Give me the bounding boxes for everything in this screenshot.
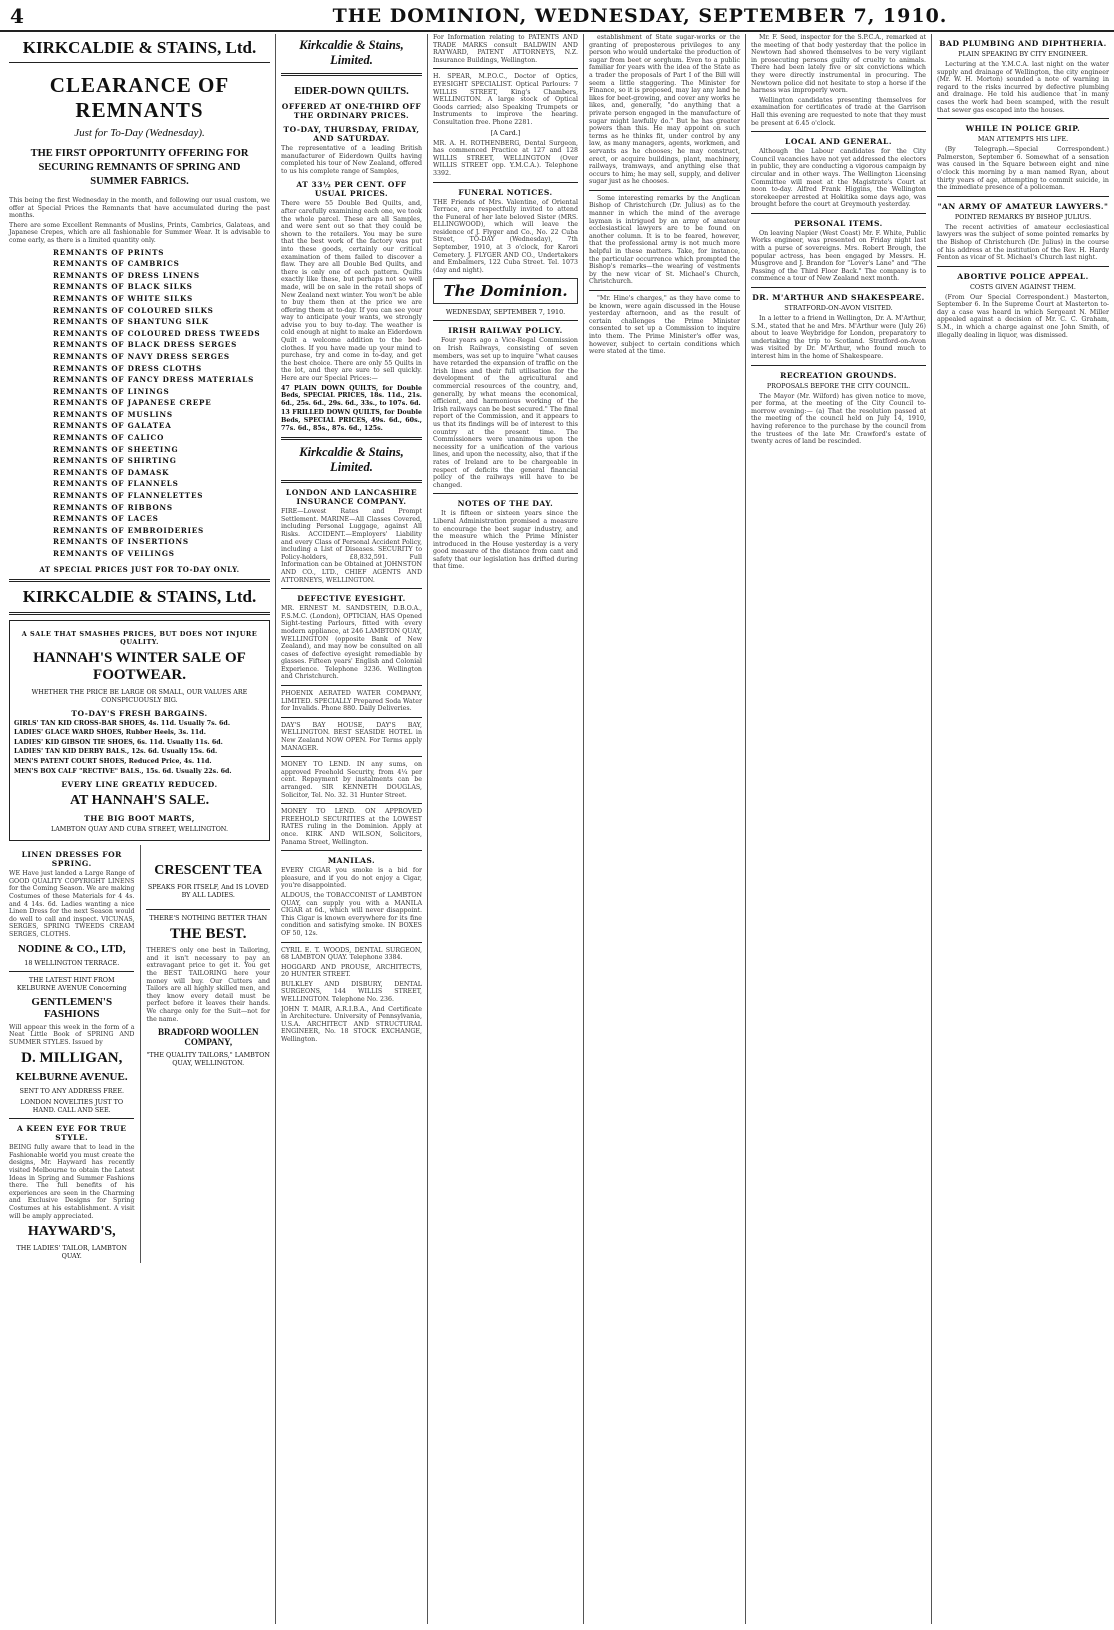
eiderdown-days: TO-DAY, THURSDAY, FRIDAY, AND SATURDAY. xyxy=(283,125,420,143)
remnant-item: REMNANTS OF WHITE SILKS xyxy=(53,293,194,303)
column-1 xyxy=(4,34,276,1624)
remnant-item: REMNANTS OF MUSLINS xyxy=(53,409,173,419)
remnant-item: REMNANTS OF LININGS xyxy=(53,386,170,396)
col1-left-sub xyxy=(9,845,134,1263)
crescent-sub: SPEAKS FOR ITSELF, And IS LOVED BY ALL LADIES. xyxy=(147,883,269,900)
eiderdown-at: AT 33½ PER CENT. OFF USUAL PRICES. xyxy=(296,180,407,199)
hayward-sub: THE LADIES' TAILOR, LAMBTON QUAY. xyxy=(16,1244,127,1261)
woods-advert: CYRIL E. T. WOODS, DENTAL SURGEON, 68 LAMBTON QUAY. Telephone 3384. xyxy=(281,946,422,962)
kelburne-intro: THE LATEST HINT FROM KELBURNE AVENUE Concerning xyxy=(16,975,127,992)
plumbing-text: Lecturing at the Y.M.C.A. last night on the water supply and drainage of Wellington, the city engineer (Mr. W. H. Morton) sounded a note of warning in regard to the risks incurred by defective plumbing and drainage. He told his audience that in many cases the work had been scamped, with the result that sewer gas escaped into the houses. xyxy=(937,61,1109,114)
police-title: WHILE IN POLICE GRIP. xyxy=(965,124,1081,134)
hannah-at: AT HANNAH'S SALE. xyxy=(69,793,210,809)
divider xyxy=(751,131,926,132)
milligan-send: SENT TO ANY ADDRESS FREE. xyxy=(19,1087,125,1096)
divider xyxy=(281,803,422,804)
divider xyxy=(9,971,134,972)
funeral-text: THE Friends of Mrs. Valentine, of Oriental Terrace, are respectfully invited to attend the Funeral of her late beloved Sister (MRS. ELLINGWOOD), which will leave the residence of J. Flyger and Co., No. 22 Cuba Street, TO-DAY (Wednesday), 7th September, 1910, at 3 o'clock, for Karori Cemetery. J. FLYGER AND CO., Undertakers and Embalmers, 122 Cuba Street. Tel. 1073 (day and night). xyxy=(433,198,578,274)
hannah-every: EVERY LINE GREATLY REDUCED. xyxy=(61,780,218,790)
remnant-item: REMNANTS OF EMBROIDERIES xyxy=(53,525,205,535)
divider xyxy=(9,62,270,63)
remnant-item: REMNANTS OF RIBBONS xyxy=(53,502,173,512)
marthur-sub: STRATFORD-ON-AVON VISITED. xyxy=(784,304,893,313)
divider xyxy=(433,182,578,183)
spear-advert: H. SPEAR, M.P.O.C., Doctor of Optics, EYESIGHT SPECIALIST. Optical Parlours: 7 WILLIS STREET, King's Chambers, WELLINGTON. A large stock of Optical Goods carried; also Speaking Trumpets or Instruments to improve the hearing. Consultation free. Phone 2281. xyxy=(433,73,578,126)
column-5 xyxy=(746,34,932,1624)
hannah-item: GIRLS' TAN KID CROSS-BAR SHOES, 4s. 11d. Usually 7s. 6d. xyxy=(14,719,231,727)
divider xyxy=(281,480,422,483)
eiderdown-price-1: 47 PLAIN DOWN QUILTS, for Double Beds, SPECIAL PRICES, 18s. 11d., 21s. 6d., 25s. 6d., 29s. 6d., 33s., to 107s. 6d. xyxy=(281,384,422,407)
milligan-address: KELBURNE AVENUE. xyxy=(15,1071,128,1084)
remnant-item: REMNANTS OF DRESS CLOTHS xyxy=(53,363,203,373)
eiderdown-text-2: There were 55 Double Bed Quilts, and, after carefully examining each one, we took the whole parcel. These are all Samples, and were sent out so that they could be shown to the retailers. You may be sure that the best work of the factory was put into these goods, certainly our critical examination of them failed to discover a flaw. They are all Double Bed Quilts, and there is only one of each pattern. Quilts exactly like these, but perhaps not so well made, will be on sale in the retail shops of New Zealand next winter. You won't be able to buy them then at the price we are offering them at to-day. If you can see your way to anticipate your wants, we strongly advise you to buy to-day. The weather is cold enough at night to make an Eiderdown Quilt a welcome addition to the bed-clothes. If you have made up your mind to purchase, try and come in to-day, and get the best choice. There are only 55 Quilts in the lot, and they are sure to sell quickly. Here are our Special Prices:— xyxy=(281,200,422,383)
funeral-title: FUNERAL NOTICES. xyxy=(458,187,553,197)
divider xyxy=(751,365,926,366)
marthur-text: In a letter to a friend in Wellington, Dr. A. M'Arthur, S.M., stated that he and Mrs. M'Arthur were (July 26) about to leave Weybridge for London, preparatory to undertaking the trip to Scotland. Stratford-on-Avon was visited by Dr. M'Arthur, who found much to interest him in the home of Shakespeare. xyxy=(751,315,926,360)
london-text: FIRE—Lowest Rates and Prompt Settlement. MARINE—All Classes Covered, including Personal Luggage, against All Risks. ACCIDENT.—Employers' Liability and every Class of Personal Accident Policy, including a List of Diseases. SECURITY to Policy-holders, £8,832,591. Full Information can be Obtained at JOHNSTON AND CO., LTD., CHIEF AGENTS AND ATTORNEYS, WELLINGTON. xyxy=(281,508,422,584)
recreation-text: The Mayor (Mr. Wilford) has given notice to move, per forma, at the meeting of the City Council to-morrow evening:— (a) That the resolution passed at the meeting of the council held on July 14, 1910, having reference to the purchase by the council from the trustees of the late Mr. Crawford's estate of twenty acres of land be rescinded. xyxy=(751,392,926,446)
column-6 xyxy=(932,34,1114,1624)
col4-paragraph-3: "Mr. Hine's charges," as they have come to be known, were again discussed in the House yesterday afternoon, and as the result of certain challenges the Prime Minister consented to set up a Commission to inquire into them. The Prime Minister's offer was, however, subject to certain conditions which were stated at the time. xyxy=(589,295,740,356)
col5-paragraph-2: Wellington candidates presenting themselves for examination for certificates of trade at the Garrison Hall this evening are requested to note that they must be present at 6.45 o'clock. xyxy=(751,96,926,127)
kirkcaldie-limited: Kirkcaldie & Stains, Limited. xyxy=(299,38,404,67)
best-text: THERE'S only one best in Tailoring, and it isn't necessary to pay an extravagant price to get it. You get the BEST TAILORING here your money will buy. Our Cutters and Tailors are all highly skilled men, and they know every detail must be perfect before it leaves their hands. We charge only for the Suit—not for the name. xyxy=(146,947,270,1023)
abortive-title: ABORTIVE POLICE APPEAL. xyxy=(957,271,1089,281)
remnant-item: REMNANTS OF SHANTUNG SILK xyxy=(53,317,209,327)
remnant-item: REMNANTS OF SHEETING xyxy=(53,444,179,454)
hannah-bootmart: THE BIG BOOT MARTS, xyxy=(84,814,195,824)
divider xyxy=(281,850,422,851)
linen-text: WE Have just landed a Large Range of GOOD QUALITY COPYRIGHT LINENS for the Coming Season. We are making Costumes of these Materials for 4 4s. and 4 14s. 6d. Ladies wanting a nice Linen Dress for the next Season would do well to call and inspect. VICUNAS, SERGES, SPRING TWEEDS CREAM SERGES, CLOTHS. xyxy=(9,870,135,938)
newspaper-title: THE DOMINION, WEDNESDAY, SEPTEMBER 7, 1910. xyxy=(332,5,948,27)
divider xyxy=(281,437,422,440)
remnant-item: REMNANTS OF VEILINGS xyxy=(53,549,175,558)
remnant-item: REMNANTS OF COLOURED SILKS xyxy=(53,305,214,315)
page-number: 4 xyxy=(10,4,24,28)
remnant-item: REMNANTS OF FANCY DRESS MATERIALS xyxy=(53,375,255,385)
abortive-sub: COSTS GIVEN AGAINST THEM. xyxy=(970,282,1076,291)
marthur-title: DR. M'ARTHUR AND SHAKESPEARE. xyxy=(752,293,925,303)
divider xyxy=(433,68,578,69)
remnant-item: REMNANTS OF FLANNELS xyxy=(53,479,179,489)
keen-heading: A KEEN EYE FOR TRUE STYLE. xyxy=(16,1124,127,1143)
milligan-notes: LONDON NOVELTIES JUST TO HAND. CALL AND SEE. xyxy=(20,1098,124,1115)
clearance-intro-2: There are some Excellent Remnants of Muslins, Prints, Cambrics, Galateas, and Japanese Crepes, which are all fashionable for Summer Wear. It is advisable to come early, as there is a limited quantity only. xyxy=(9,221,270,244)
leader-date: WEDNESDAY, SEPTEMBER 7, 1910. xyxy=(445,308,566,317)
personal-title: PERSONAL ITEMS. xyxy=(794,218,883,228)
col1-lower-grid xyxy=(9,845,270,1263)
dominion-logo: The Dominion. xyxy=(433,278,578,304)
divider xyxy=(433,493,578,494)
money-advert-2: MONEY TO LEND. ON APPROVED FREEHOLD SECURITIES at the LOWEST RATES ruling in the Dominion. Apply at once. KIRK AND WILSON, Solicitors, Panama Street, Wellington. xyxy=(281,808,422,846)
divider xyxy=(589,190,740,191)
clearance-tagline: THE FIRST OPPORTUNITY OFFERING FOR SECURING REMNANTS OF SPRING AND SUMMER FABRICS. xyxy=(30,148,249,187)
hannah-advert xyxy=(9,620,270,842)
amateur-text: The recent activities of amateur ecclesiastical lawyers was the subject of some pointed remarks by the Bishop of Christchurch (Dr. Julius) in the course of his address at the institution of the Rev. H. Hardy Fenton as vicar of St. Michael's Church last night. xyxy=(937,223,1109,262)
clearance-headline: CLEARANCE OF REMNANTS xyxy=(49,73,230,122)
divider xyxy=(433,320,578,321)
col1-right-sub xyxy=(140,845,270,1263)
hannah-bargains: TO-DAY'S FRESH BARGAINS. xyxy=(71,708,208,718)
eiderdown-text: The representative of a leading British manufacturer of Eiderdown Quilts having completed his tour of New Zealand, offered to us his complete range of Samples, xyxy=(281,145,422,175)
police-text: (By Telegraph.—Special Correspondent.) Palmerston, September 6. Somewhat of a sensation was caused in the Square between eight and nine o'clock this morning by a man named Ryan, about thirty years of age, attempting to commit suicide, in the immediate presence of a policeman. xyxy=(937,146,1109,192)
divider xyxy=(589,290,740,291)
divider xyxy=(281,717,422,718)
local-text: Although the Labour candidates for the City Council vacancies have not yet addressed the electors in public, they are conducting a vigorous campaign by circular and in other ways. The Wellington Licensing Committee will meet at the Magistrate's Court at noon to-day. Alfred Frank Higgins, the Wellington storekeeper arrested at Hokitika some days ago, was brought before the court at Greymouth yesterday. xyxy=(751,148,926,209)
col5-paragraph-1: Mr. F. Seed, inspector for the S.P.C.A., remarked at the meeting of that body yesterday that the police in Newtown had showed themselves to be very vigilant in prosecuting persons guilty of cruelty to animals. There had been lately five or six convictions which they were directly instrumental in procuring. The Newtown police did not hesitate to stop a horse if the harness was improperly worn. xyxy=(751,34,926,95)
divider xyxy=(281,756,422,757)
divider xyxy=(9,579,270,582)
leader-title: IRISH RAILWAY POLICY. xyxy=(448,326,563,336)
remnant-item: REMNANTS OF BLACK DRESS SERGES xyxy=(53,340,238,350)
notes-body xyxy=(433,510,578,571)
remnant-item: REMNANTS OF DRESS LINENS xyxy=(53,270,200,280)
eiderdown-sub: OFFERED AT ONE-THIRD OFF THE ORDINARY PRICES. xyxy=(281,102,422,120)
best-title: THE BEST. xyxy=(170,926,247,943)
linen-heading: LINEN DRESSES FOR SPRING. xyxy=(21,850,122,869)
remnant-item: REMNANTS OF BLACK SILKS xyxy=(53,282,193,292)
eyesight-title: DEFECTIVE EYESIGHT. xyxy=(297,594,406,604)
money-advert: MONEY TO LEND. IN any sums, on approved Freehold Security, from 4¼ per cent. Repayment by instalments can be arranged. SIR KENNETH DOUGLAS, Solicitor, Tel. No. 32. 31 Hunter Street. xyxy=(281,761,422,799)
clearance-subhead: Just for To-Day (Wednesday). xyxy=(74,127,205,139)
masthead xyxy=(0,0,1114,32)
patents-advert: For Information relating to PATENTS AND TRADE MARKS consult BALDWIN AND RAYWARD, PATENT ATTORNEYS, N.Z. Insurance Buildings, Wellington. xyxy=(433,34,578,64)
keen-text: BEING fully aware that to lead in the Fashionable world you must create the designs, Mr. Hayward has recently visited Melbourne to obtain the Latest Ideas in Spring and Summer Fashions there. The full benefits of his experiences are seen in the Charming and Exclusive Designs for Spring Costumes at his establishment. A visit will be amply appreciated. xyxy=(9,1144,135,1220)
hannah-items-list xyxy=(14,720,265,776)
aldous-text: ALDOUS, the TOBACCONIST of LAMBTON QUAY, can supply you with a MANILA CIGAR at 6d., which will never disappoint. This Cigar is known everywhere for its fine condition and satisfying smoke. IN BOXES OF 50, 12s. xyxy=(281,891,422,937)
amateur-title: "AN ARMY OF AMATEUR LAWYERS." xyxy=(937,201,1109,211)
divider xyxy=(281,942,422,943)
abortive-text: (From Our Special Correspondent.) Masterton, September 6. In the Supreme Court at Masterton to-day a case was heard in which Sergeant N. Miller appealed against a decision of Mr. C. C. Graham, S.M., in which a charge against one John Smith, of illegally dealing in liquor, was dismissed. xyxy=(937,293,1109,339)
remnants-list xyxy=(9,247,270,560)
kirkcaldie-heading-2: KIRKCALDIE & STAINS, Ltd. xyxy=(22,586,257,606)
clearance-intro: This being the first Wednesday in the month, and following our usual custom, we offer at Special Prices the Remnants that have accumulated during the past months. xyxy=(9,197,270,220)
notes-text: It is fifteen or sixteen years since the Liberal Administration promised a measure to encourage the beet sugar industry, and the measure which the Prime Minister introduced in the House yesterday is a very good measure of the distance from cant and safety that our legislation has drifted during that time. xyxy=(433,510,578,571)
local-title: LOCAL AND GENERAL. xyxy=(785,137,892,147)
manila-title: MANILAS. xyxy=(327,856,376,866)
hayward-name: HAYWARD'S, xyxy=(27,1224,116,1240)
recreation-title: RECREATION GROUNDS. xyxy=(780,370,897,380)
rothenberg-advert: MR. A. H. ROTHENBERG, Dental Surgeon, has commenced Practice at 127 and 128 WILLIS STREET, WELLINGTON (Over WILLIS STREET opp. Y.M.C.A.). Telephone 3392. xyxy=(433,139,578,177)
plumbing-sub: PLAIN SPEAKING BY CITY ENGINEER. xyxy=(958,50,1088,58)
divider xyxy=(281,73,422,76)
kirkcaldie-limited-2: Kirkcaldie & Stains, Limited. xyxy=(299,445,404,475)
bradford-name: BRADFORD WOOLLEN COMPANY, xyxy=(157,1027,259,1048)
remnant-item: REMNANTS OF CALICO xyxy=(53,433,165,443)
notes-title: NOTES OF THE DAY. xyxy=(457,499,554,509)
divider xyxy=(937,118,1109,119)
leader-text: Four years ago a Vice-Regal Commission on Irish Railways, consisting of seven members, was set up to inquire "what causes have retarded the expansion of traffic on the Irish lines and their full utilisation for the development of the agricultural and commercial resources of the country, and, generally, by what means the economical, efficient, and harmonious working of the Irish railways can be best secured." The final report of the Commission, and it appears to us that its findings will be of interest to this country at the present time. The Commissioners were unanimous upon the necessity for a unification of the various lines, and upon the necessity, also, that if the rates of Ireland are to be chargeable in respect of deficits the general financial policy of the railways will have to be changed. xyxy=(433,337,579,489)
remnant-item: REMNANTS OF JAPANESE CREPE xyxy=(53,398,212,408)
crescent-tea: CRESCENT TEA xyxy=(154,863,263,879)
bradford-address: "THE QUALITY TAILORS," LAMBTON QUAY, WELLINGTON. xyxy=(146,1051,270,1068)
remnant-item: REMNANTS OF LACES xyxy=(53,514,159,524)
divider xyxy=(9,1118,134,1119)
eiderdown-title: EIDER-DOWN QUILTS. xyxy=(294,86,409,97)
hannah-item: LADIES' KID GIBSON TIE SHOES, 6s. 11d. Usually 11s. 6d. xyxy=(14,738,223,746)
column-4 xyxy=(584,34,746,1624)
eyesight-text: MR. ERNEST M. SANDSTEIN, D.B.O.A., F.S.M.C. (London), OPTICIAN, HAS Opened Sight-testing Parlours, fitted with every modern appliance, at 246 LAMBTON QUAY, WELLINGTON (opposite Bank of New Zealand), and may now be consulted on all cases of defective eyesight remediable by glasses. Fifteen years' English and Colonial Experience. Telephone 3236. Wellington and Christchurch. xyxy=(281,605,422,681)
amateur-sub: POINTED REMARKS BY BISHOP JULIUS. xyxy=(954,212,1092,221)
hannah-item: LADIES' GLACE WARD SHOES, Rubber Heels, 3s. 11d. xyxy=(14,729,206,737)
divider xyxy=(281,685,422,686)
col4-paragraph-2: Some interesting remarks by the Anglican Bishop of Christchurch (Dr. Julius) as to the manner in which the mind of the average layman is intrigued by an army of amateur ecclesiastical lawyers are to be found on another column. It is to be feared, however, that the professional army is not much more helpful in these matters. Take, for instance, the particular occurrence which prompted the Bishop's remarks—the wearing of vestments by the new vicar of St. Michael's Church, Christchurch. xyxy=(589,194,740,286)
personal-text: On leaving Napier (West Coast) Mr. F. White, Public Works engineer, was presented on Friday night last with a purse of sovereigns. Mrs. Robert Brough, the popular actress, has been engaged by Messrs. H. Musgrove and J. Brandon for "Lover's Lane" and "The Passing of the Third Floor Back." The company is to commence a tour of New Zealand next month. xyxy=(751,229,926,283)
remnant-item: REMNANTS OF PRINTS xyxy=(53,247,165,257)
manila-text: EVERY CIGAR you smoke is a bid for pleasure, and if you do not enjoy a Cigar, you're disappointed. xyxy=(281,867,422,890)
kelburne-text: Will appear this week in the form of a Neat Little Book of SPRING AND SUMMER STYLES. Issued by xyxy=(9,1023,135,1046)
divider xyxy=(9,612,270,615)
hannah-item: LADIES' TAN KID DERBY BALS., 12s. 6d. Usually 15s. 6d. xyxy=(14,748,218,756)
remnant-item: REMNANTS OF SHIRTING xyxy=(53,456,177,466)
hannah-item: MEN'S BOX CALF "RECTIVE" BALS., 15s. 6d. Usually 22s. 6d. xyxy=(14,767,232,775)
remnant-item: REMNANTS OF NAVY DRESS SERGES xyxy=(53,351,230,361)
divider xyxy=(281,588,422,589)
card-label: [A Card.] xyxy=(490,128,521,137)
remnant-item: REMNANTS OF FLANNELETTES xyxy=(53,491,204,501)
police-sub: MAN ATTEMPTS HIS LIFE. xyxy=(977,135,1069,144)
hannah-item: MEN'S PATENT COURT SHOES, Reduced Price, 4s. 11d. xyxy=(14,757,212,765)
nodine-name: NODINE & CO., LTD, xyxy=(17,942,126,955)
london-title: LONDON AND LANCASHIRE INSURANCE COMPANY. xyxy=(285,488,418,507)
mair-advert: JOHN T. MAIR, A.R.I.B.A., And Certificate in Architecture. University of Pennsylvania, U.S.A. ARCHITECT AND STRUCTURAL ENGINEER, No. 18 STOCK EXCHANGE, Wellington. xyxy=(281,1005,422,1044)
bulkley-advert: BULKLEY AND DISBURY, DENTAL SURGEONS, 144 WILLIS STREET, WELLINGTON. Telephone No. 236. xyxy=(281,980,422,1004)
hannah-address: LAMBTON QUAY AND CUBA STREET, WELLINGTON. xyxy=(50,825,229,834)
eiderdown-price-2: 13 FRILLED DOWN QUILTS, for Double Beds, SPECIAL PRICES, 49s. 6d., 60s., 77s. 6d., 85s., 87s. 6d., 125s. xyxy=(281,409,422,432)
col4-paragraph-1: establishment of State sugar-works or the granting of preposterous privileges to any person who would undertake the production of sugar from beet or sorghum. Even to a public familiar for years with the idea of the State as a trader the proposals of Part I of the Bill will seem a little staggering. The Minister for Finance, so it is proposed, may lay any land he likes for beet-growing, and cover any works he likes, and, generally, "do anything that a private person engaged in the manufacture of sugar might lawfully do." But he has greater powers than this. He may appoint on such terms as he thinks fit, under control by any law, as many managers, agents, workmen, and servants as he chooses; he may construct, erect, or acquire buildings, plant, machinery, railways, tramways, and anything else that occurs to him; he may sell, supply, and deliver sugar just as he chooses. xyxy=(589,34,740,186)
hoggard-advert: HOGGARD AND PROUSE, ARCHITECTS, 20 HUNTER STREET. xyxy=(281,963,422,979)
milligan-name: D. MILLIGAN, xyxy=(21,1050,123,1067)
recreation-sub: PROPOSALS BEFORE THE CITY COUNCIL. xyxy=(766,381,911,390)
kelburne-title: GENTLEMEN'S FASHIONS xyxy=(31,995,113,1020)
divider xyxy=(751,287,926,288)
nodine-address: 18 WELLINGTON TERRACE. xyxy=(24,958,120,967)
divider xyxy=(937,266,1109,267)
column-2 xyxy=(276,34,428,1624)
days-bay-advert: DAY'S BAY HOUSE, DAY'S BAY, WELLINGTON. BEST SEASIDE HOTEL in New Zealand NOW OPEN. For Terms apply MANAGER. xyxy=(281,721,422,752)
best-intro: THERE'S NOTHING BETTER THAN xyxy=(149,914,268,923)
hannah-title: HANNAH'S WINTER SALE OF FOOTWEAR. xyxy=(33,649,246,683)
phoenix-advert: PHOENIX AERATED WATER COMPANY, LIMITED. SPECIALLY Prepared Soda Water for Invalids. Phone 880. Daily Deliveries. xyxy=(281,690,422,713)
leader-body xyxy=(433,337,578,489)
divider xyxy=(751,213,926,214)
divider xyxy=(146,909,270,910)
special-prices-line: AT SPECIAL PRICES JUST FOR TO-DAY ONLY. xyxy=(39,564,240,574)
plumbing-title: BAD PLUMBING AND DIPHTHERIA. xyxy=(939,39,1107,48)
remnant-item: REMNANTS OF GALATEA xyxy=(53,421,172,431)
remnant-item: REMNANTS OF INSERTIONS xyxy=(53,537,189,547)
hannah-sub: WHETHER THE PRICE BE LARGE OR SMALL, OUR VALUES ARE CONSPICUOUSLY BIG. xyxy=(31,687,248,704)
divider xyxy=(937,196,1109,197)
kirkcaldie-heading: KIRKCALDIE & STAINS, Ltd. xyxy=(22,38,257,57)
remnant-item: REMNANTS OF CAMBRICS xyxy=(53,259,180,269)
hannah-intro: A SALE THAT SMASHES PRICES, BUT DOES NOT INJURE QUALITY. xyxy=(21,629,258,646)
column-3 xyxy=(428,34,584,1624)
remnant-item: REMNANTS OF COLOURED DRESS TWEEDS xyxy=(53,328,261,338)
remnant-item: REMNANTS OF DAMASK xyxy=(53,467,170,477)
